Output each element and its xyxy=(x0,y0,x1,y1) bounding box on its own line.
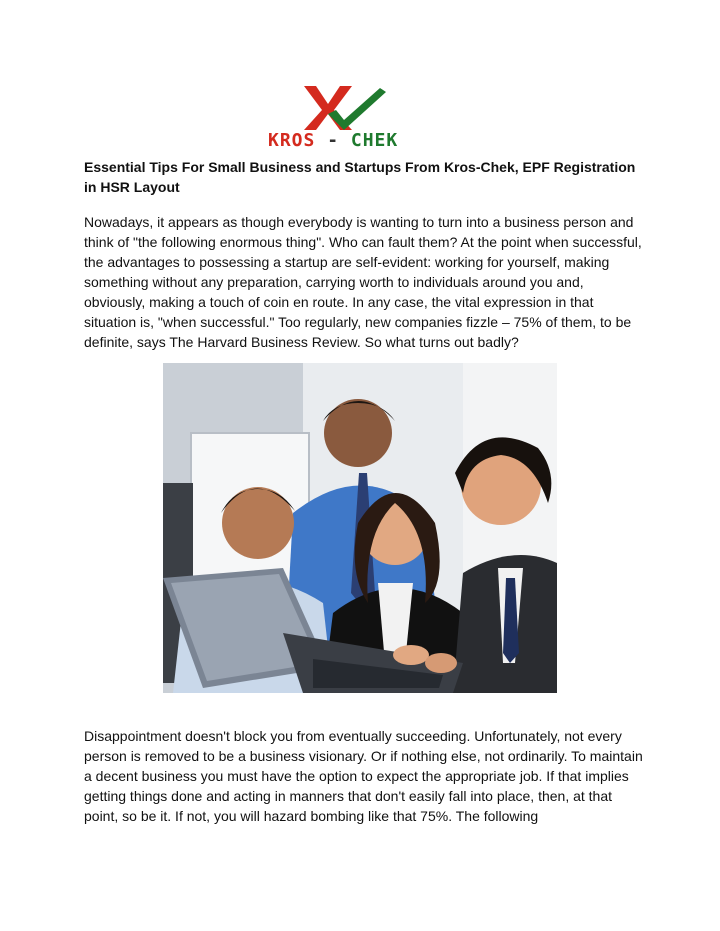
logo-word-sep: - xyxy=(315,130,351,151)
x-check-logo-icon xyxy=(298,84,388,132)
kros-chek-logo xyxy=(268,84,399,154)
article-title: Essential Tips For Small Business and Startups From Kros-Chek, EPF Registration in HSR Layout xyxy=(84,159,636,195)
article-paragraph-1: Nowadays, it appears as though everybody is wanting to turn into a business person and think of "the following enormous thing". Who can fault them? At the point when successful, the advantages to possessing a startup are self-evident: working for yourself, making something without any preparation, carrying worth to individuals around you and, obviously, making a touch of coin en route. In any case, the vital expression in that situation is, "when successful." Too regularly, new companies fizzle – 75% of them, to be definite, says The Harvard Business Review. So what turns out badly? xyxy=(84,214,642,350)
business-team-photo xyxy=(163,363,557,693)
logo-word-chek: CHEK xyxy=(350,130,399,151)
logo-word-kros: KROS xyxy=(268,130,316,151)
logo-wordmark xyxy=(268,130,399,151)
article-paragraph-2: Disappointment doesn't block you from eventually succeeding. Unfortunately, not every person is removed to be a business visionary. Or if nothing else, not ordinarily. To maintain a decent business you must have the option to expect the appropriate job. If that implies getting things done and acting in manners that don't easily fall into place, then, at that point, so be it. If not, you will hazard bombing like that 75%. The following xyxy=(84,728,643,824)
